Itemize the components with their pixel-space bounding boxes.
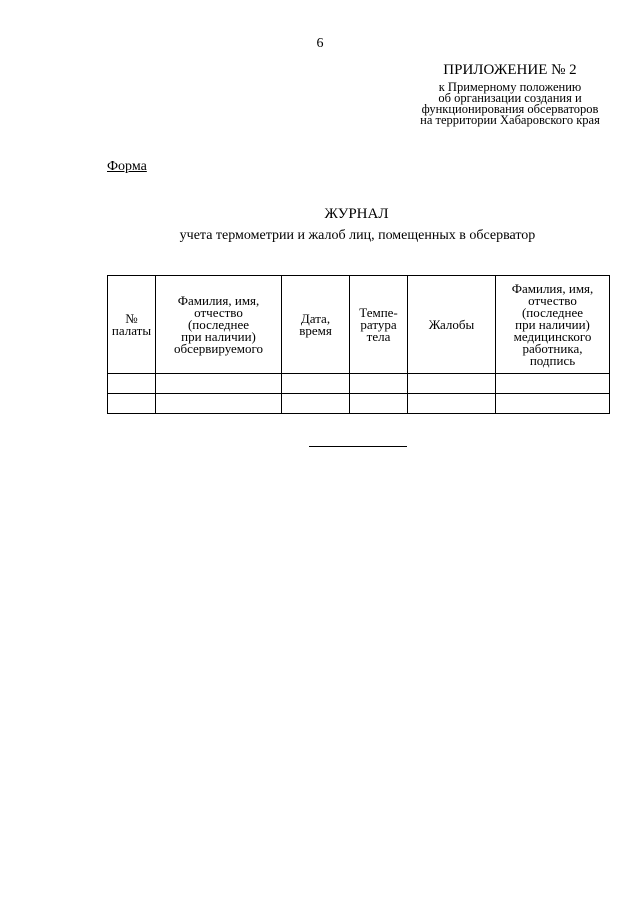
header-line: отчество (194, 304, 243, 320)
header-line: Дата, (300, 310, 331, 326)
table-cell (282, 374, 350, 394)
journal-subtitle: учета термометрии и жалоб лиц, помещенных в обсерватор (179, 228, 536, 243)
appendix-line: об организации создания и (438, 91, 582, 105)
header-line: работника, (522, 340, 583, 356)
table-cell (156, 374, 282, 394)
appendix-line: на территории Хабаровского края (420, 113, 600, 127)
table-cell (350, 394, 408, 414)
header-line: № (125, 310, 138, 326)
end-divider (309, 446, 407, 447)
form-label: Форма (107, 159, 147, 174)
table-cell (408, 374, 496, 394)
table-row (108, 374, 610, 394)
table-cell (108, 374, 156, 394)
header-line: (последнее (187, 316, 250, 332)
appendix-subtitle (405, 82, 615, 126)
journal-title: ЖУРНАЛ (324, 206, 389, 222)
header-line: Темпе- (359, 304, 398, 320)
appendix-line: к Примерному положению (438, 80, 582, 94)
header-complaints (408, 276, 496, 374)
table-cell (408, 394, 496, 414)
page-number: 6 (316, 36, 324, 51)
appendix-title: ПРИЛОЖЕНИЕ № 2 (443, 62, 577, 78)
header-line: палаты (111, 322, 152, 338)
header-line: при наличии) (181, 328, 256, 344)
table-header-row (108, 276, 610, 374)
appendix-block (405, 62, 615, 126)
appendix-line: функционирования обсерваторов (421, 102, 599, 116)
journal-table (107, 275, 610, 414)
header-line: при наличии) (515, 316, 590, 332)
header-line: ратура (360, 316, 397, 332)
header-line: (последнее (521, 304, 584, 320)
header-line: подпись (529, 352, 576, 368)
header-line: отчество (528, 292, 577, 308)
table-cell (496, 394, 610, 414)
header-line: Фамилия, имя, (177, 292, 260, 308)
table-row (108, 394, 610, 414)
header-line: тела (366, 328, 391, 344)
header-observed-name (156, 276, 282, 374)
table-cell (156, 394, 282, 414)
table-cell (282, 394, 350, 414)
header-line: время (299, 322, 332, 338)
header-line: обсервируемого (173, 340, 264, 356)
header-date-time (282, 276, 350, 374)
table-cell (350, 374, 408, 394)
header-line: Фамилия, имя, (511, 280, 594, 296)
header-temperature (350, 276, 408, 374)
table-cell (496, 374, 610, 394)
header-line: Жалобы (428, 316, 475, 332)
header-medical-worker (496, 276, 610, 374)
header-room-number (108, 276, 156, 374)
table-cell (108, 394, 156, 414)
header-line: медицинского (513, 328, 592, 344)
